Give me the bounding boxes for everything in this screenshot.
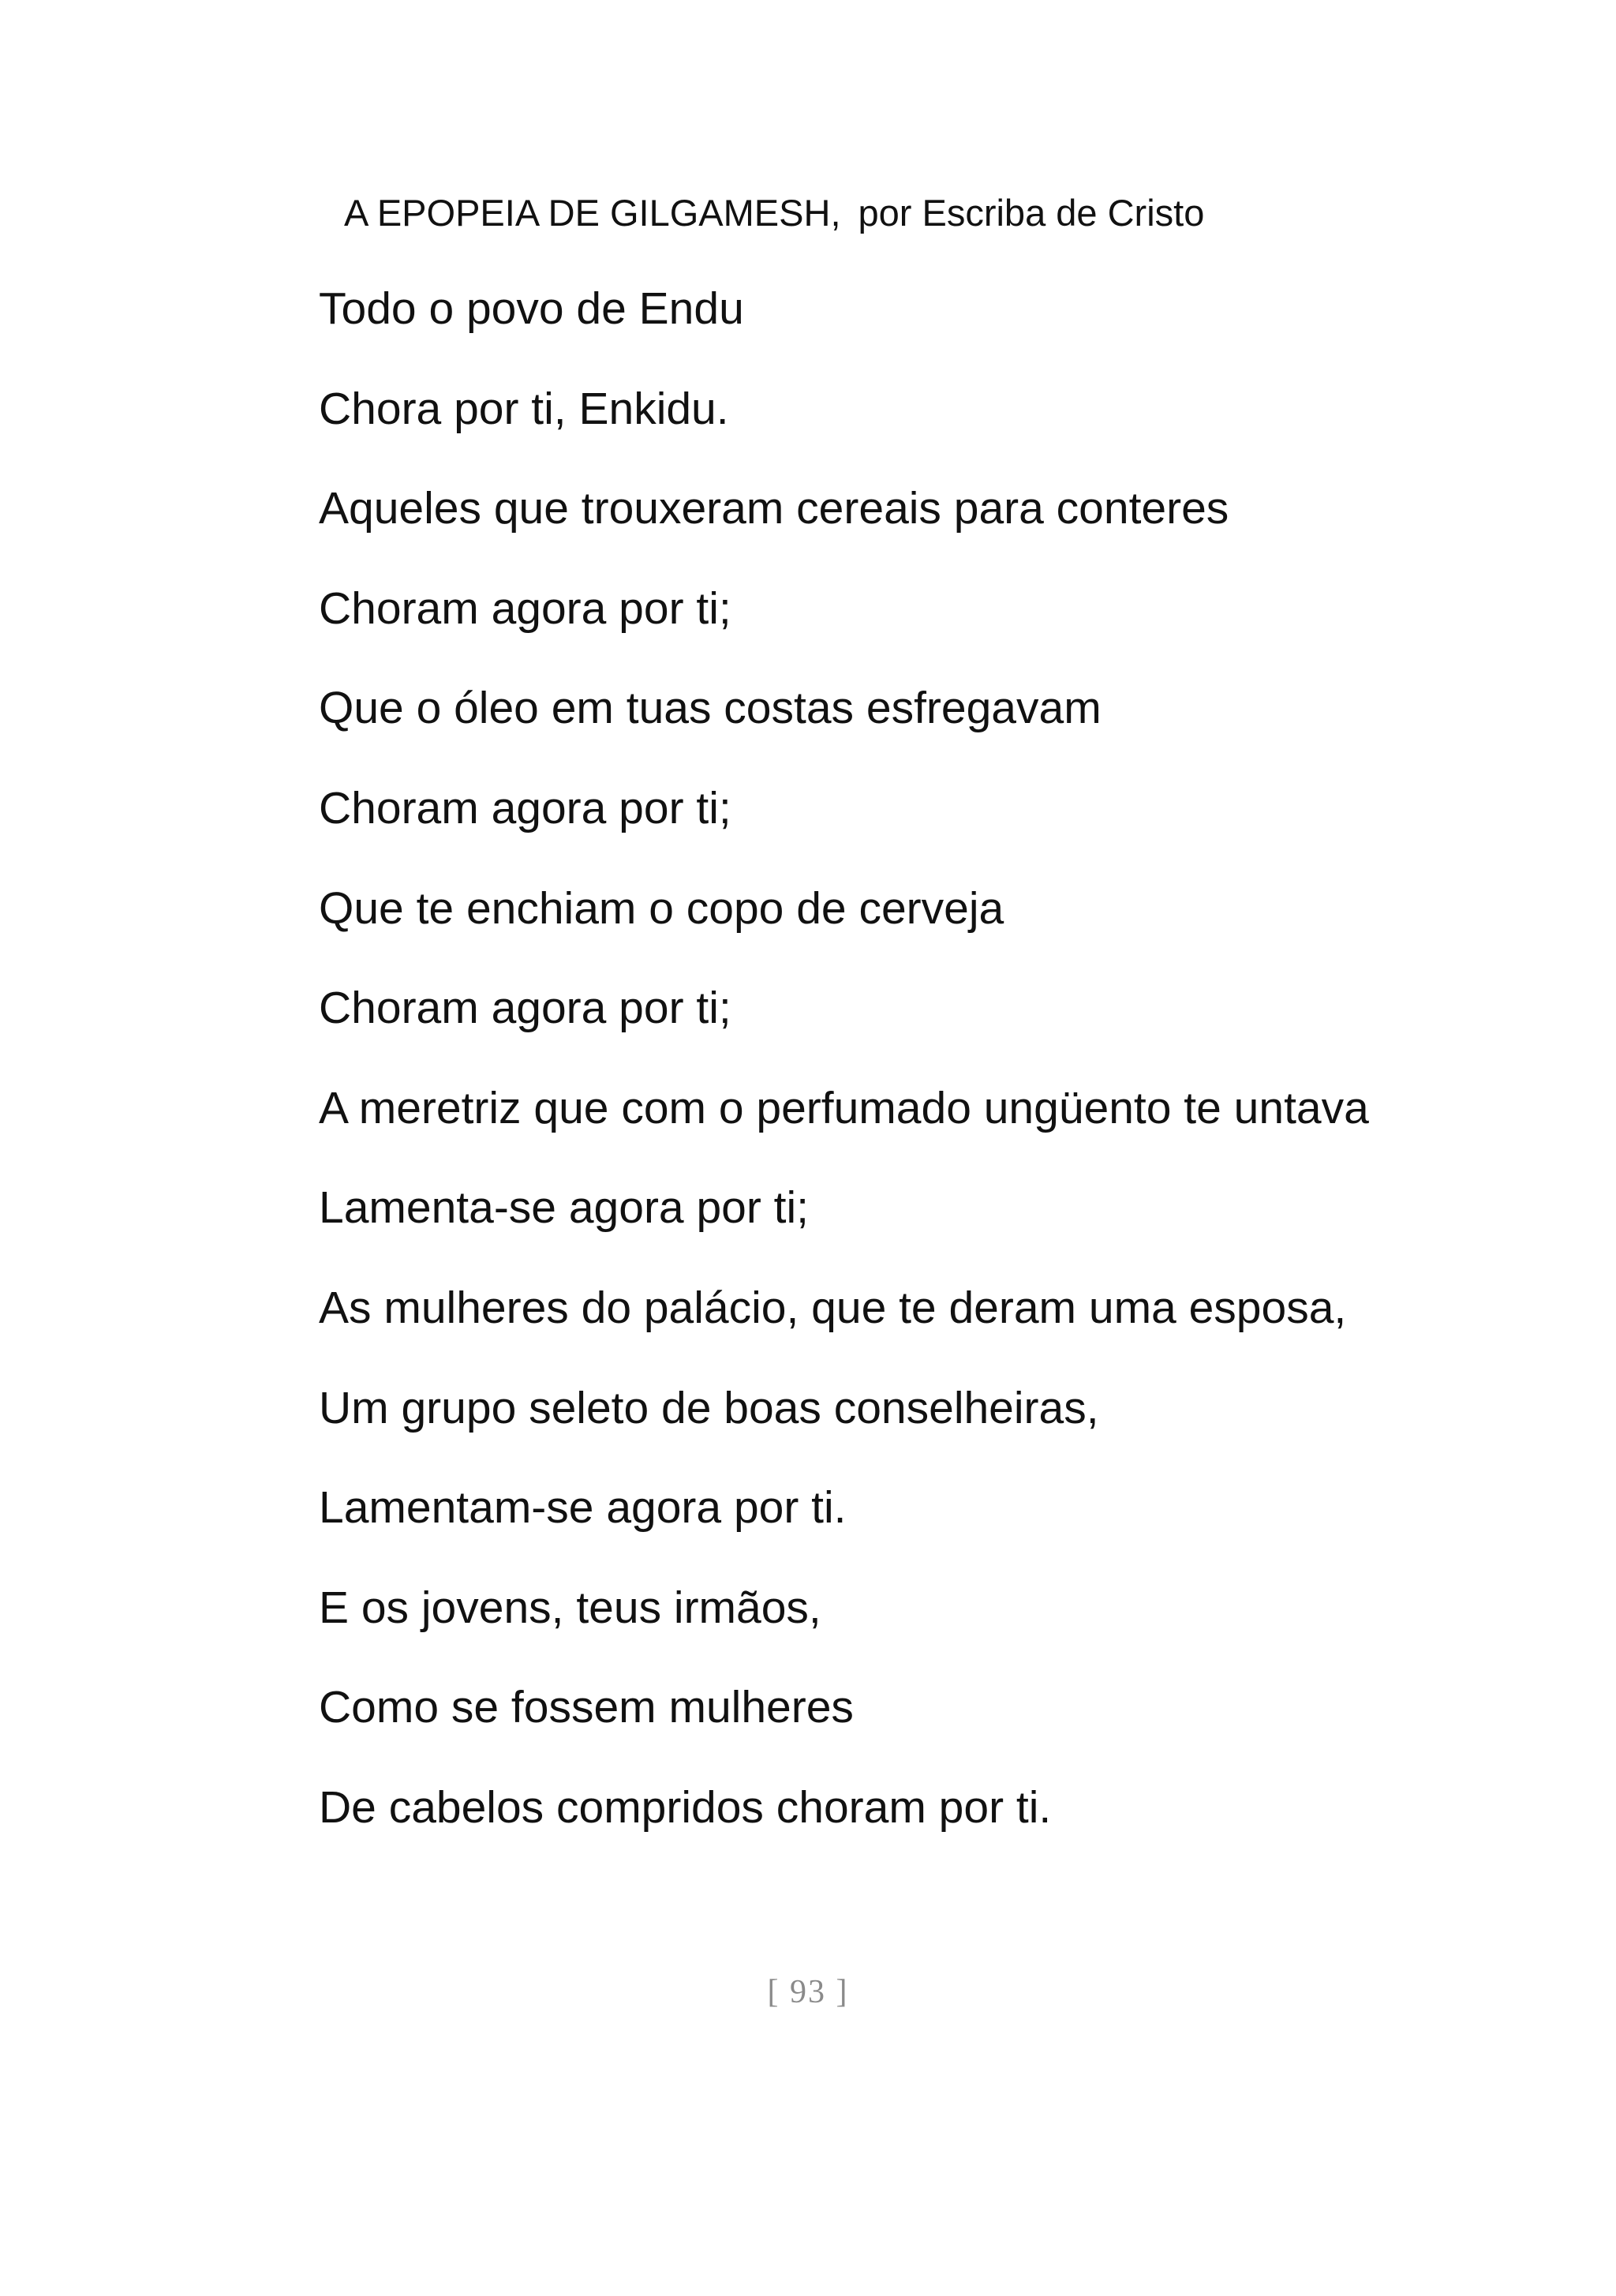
poem-line: Aqueles que trouxeram cereais para conteres bbox=[319, 483, 1229, 534]
poem-line: Choram agora por ti; bbox=[319, 782, 731, 833]
poem-line: As mulheres do palácio, que te deram uma esposa, bbox=[319, 1282, 1347, 1333]
poem-line: Lamenta-se agora por ti; bbox=[319, 1182, 810, 1234]
poem-line: A meretriz que com o perfumado ungüento te untava bbox=[319, 1082, 1369, 1133]
book-title: A EPOPEIA DE GILGAMESH, bbox=[344, 192, 841, 234]
poem-text bbox=[319, 281, 1550, 1880]
poem-line: Choram agora por ti; bbox=[319, 582, 731, 634]
poem-line: Que te enchiam o copo de cerveja bbox=[319, 882, 1004, 934]
poem-line: Que o óleo em tuas costas esfregavam bbox=[319, 683, 1102, 734]
poem-line: Choram agora por ti; bbox=[319, 983, 731, 1034]
poem-line: Um grupo seleto de boas conselheiras, bbox=[319, 1382, 1099, 1433]
poem-line: Lamentam-se agora por ti. bbox=[319, 1482, 847, 1534]
author-byline: por Escriba de Cristo bbox=[858, 192, 1205, 234]
running-header bbox=[344, 189, 1204, 237]
poem-line: De cabelos compridos choram por ti. bbox=[319, 1781, 1052, 1833]
poem-line: Como se fossem mulheres bbox=[319, 1682, 854, 1733]
poem-line: E os jovens, teus irmãos, bbox=[319, 1582, 821, 1633]
page-number: [ 93 ] bbox=[767, 1974, 849, 2010]
poem-line: Todo o povo de Endu bbox=[319, 283, 744, 334]
poem-line: Chora por ti, Enkidu. bbox=[319, 383, 729, 434]
